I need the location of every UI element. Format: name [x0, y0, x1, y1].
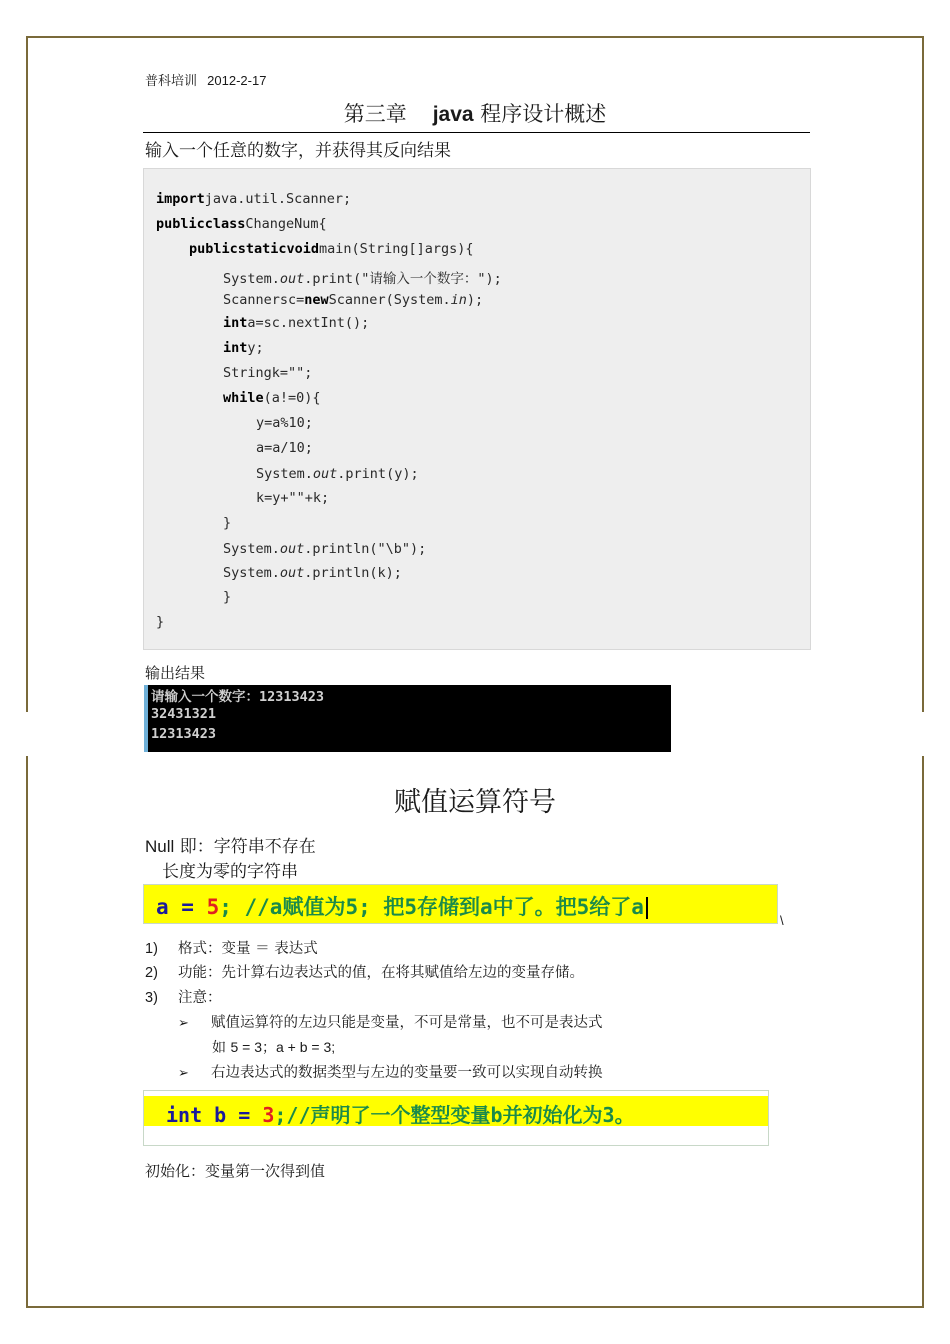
code-line: System.out.print(y); [256, 466, 419, 482]
output-label: 输出结果 [145, 664, 206, 682]
title-rule [143, 132, 810, 133]
console-output [144, 685, 671, 752]
arrow-bullet-icon: ➢ [178, 1066, 189, 1081]
chapter-lang: java [432, 103, 474, 126]
code-line: publicstaticvoidmain(String[]args){ [189, 241, 474, 257]
list-item: 1) 格式：变量 ＝ 表达式 [145, 941, 318, 957]
empty-string-definition: 长度为零的字符串 [162, 862, 298, 882]
code-line: inty; [223, 340, 264, 356]
code-line: } [156, 614, 165, 630]
console-line: 请输入一个数字：12313423 [151, 689, 325, 705]
code-line: Stringk=""; [223, 365, 313, 381]
text-caret [646, 897, 648, 919]
initialization-note: 初始化：变量第一次得到值 [145, 1162, 326, 1180]
declaration-example-highlight [143, 1090, 769, 1146]
code-block [143, 168, 811, 650]
page-header [145, 70, 266, 89]
code-line: } [223, 589, 232, 605]
code-line: y=a%10; [256, 415, 313, 431]
header-date: 2012-2-17 [207, 73, 267, 88]
assignment-example-highlight [143, 884, 778, 924]
border-gap-right [918, 712, 928, 756]
code-line: inta=sc.nextInt(); [223, 315, 370, 331]
code-line: System.out.println(k); [223, 565, 402, 581]
page-border-top [26, 36, 924, 38]
example-line: 如 5 = 3；a + b = 3; [212, 1039, 336, 1056]
code-line: System.out.print("请输入一个数字："); [223, 271, 502, 287]
note-item: ➢ 赋值运算符的左边只能是变量，不可是常量，也不可是表达式 [178, 1015, 603, 1031]
null-definition: Null 即：字符串不存在 [145, 837, 316, 857]
chapter-suffix: 程序设计概述 [480, 102, 607, 126]
stray-backslash: \ [780, 913, 784, 928]
header-org: 普科培训 [145, 74, 198, 89]
section-title: 赋值运算符号 [394, 787, 556, 818]
task-description: 输入一个任意的数字，并获得其反向结果 [145, 141, 451, 161]
code-line: } [223, 515, 232, 531]
list-item: 2) 功能：先计算右边表达式的值，在将其赋值给左边的变量存储。 [145, 965, 584, 981]
list-item: 3) 注意： [145, 990, 222, 1006]
code-line: k=y+""+k; [256, 490, 330, 506]
code-line: a=a/10; [256, 440, 313, 456]
console-line: 32431321 [151, 706, 217, 722]
page-border-right [922, 36, 924, 1308]
code-line: importjava.util.Scanner; [156, 191, 352, 207]
chapter-title [0, 98, 950, 128]
declaration-example-code: int b = 3;//声明了一个整型变量b并初始化为3。 [166, 1103, 635, 1127]
code-line: System.out.println("\b"); [223, 541, 427, 557]
code-line: Scannersc=newScanner(System.in); [223, 292, 484, 308]
assignment-example-code: a = 5; //a赋值为5; 把5存储到a中了。把5给了a [156, 891, 648, 921]
page-border-bottom [26, 1306, 924, 1308]
arrow-bullet-icon: ➢ [178, 1016, 189, 1031]
code-line: while(a!=0){ [223, 390, 321, 406]
note-item: ➢ 右边表达式的数据类型与左边的变量要一致可以实现自动转换 [178, 1065, 603, 1081]
border-gap-left [22, 712, 32, 756]
page-border-left [26, 36, 28, 1308]
chapter-prefix: 第三章 [343, 102, 407, 126]
code-line: publicclassChangeNum{ [156, 216, 327, 232]
console-line: 12313423 [151, 726, 217, 742]
